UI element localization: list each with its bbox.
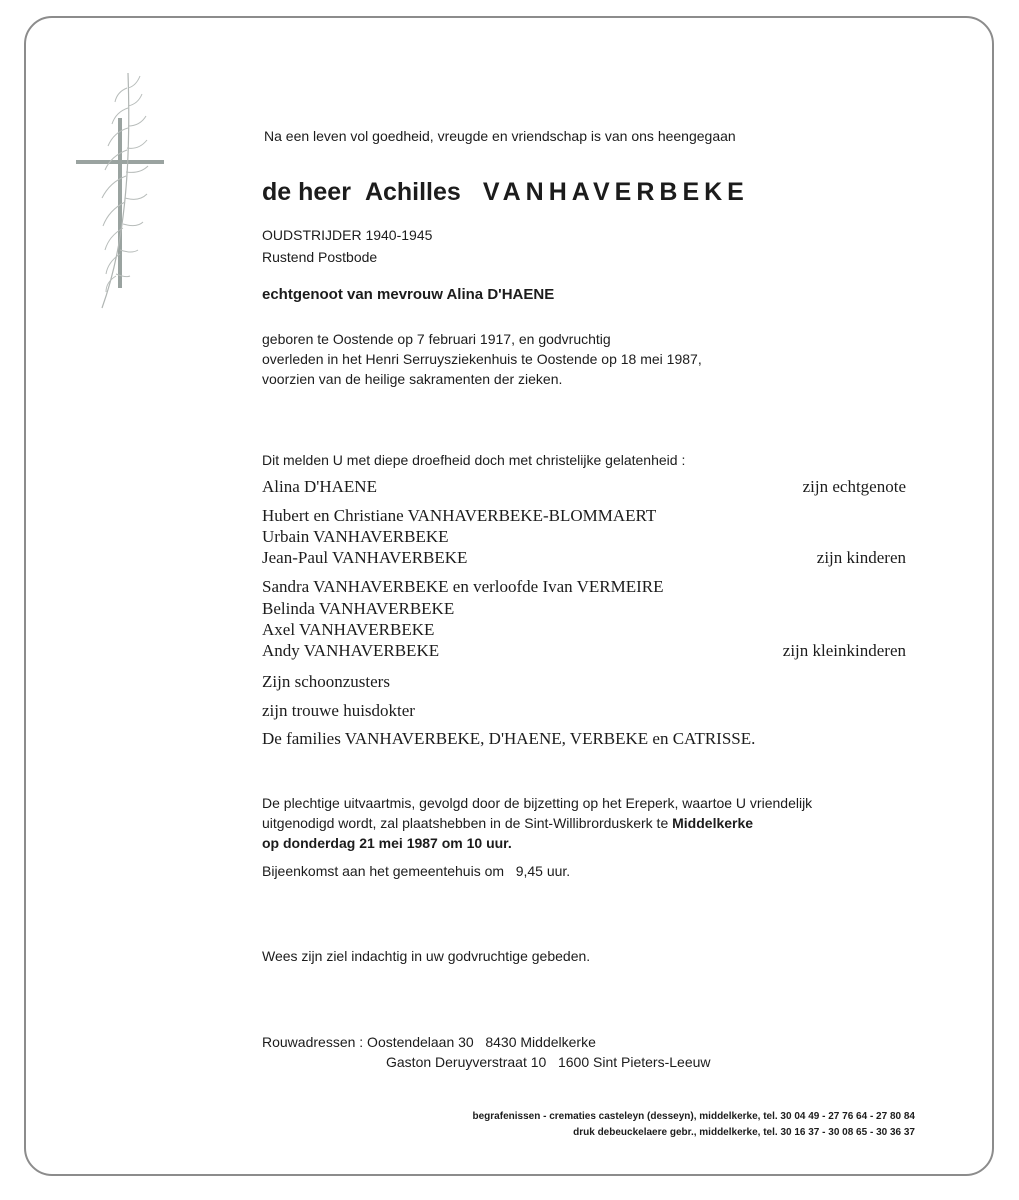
intro-text: Na een leven vol goedheid, vreugde en vriendschap is van ons heengegaan: [264, 128, 736, 144]
family-member: Urbain VANHAVERBEKE: [262, 527, 449, 546]
sacraments-line: voorzien van de heilige sakramenten der zieken.: [262, 371, 563, 387]
family-member: Belinda VANHAVERBEKE: [262, 599, 455, 618]
funeral-line-2: [262, 813, 812, 833]
family-member: De families VANHAVERBEKE, D'HAENE, VERBEKE en CATRISSE.: [262, 729, 756, 748]
veteran-title: OUDSTRIJDER 1940-1945: [262, 227, 433, 243]
name-prefix: de heer: [262, 178, 351, 206]
family-member: Hubert en Christiane VANHAVERBEKE-BLOMMAERT: [262, 506, 657, 525]
role-children: zijn kinderen: [816, 548, 906, 567]
funeral-line-1: De plechtige uitvaartmis, gevolgd door de bijzetting op het Ereperk, waartoe U vriendelijk: [262, 795, 813, 811]
family-member: Jean-Paul VANHAVERBEKE: [262, 548, 468, 567]
announcement: Dit melden U met diepe droefheid doch met christelijke gelatenheid :: [262, 452, 686, 468]
death-line: overleden in het Henri Serruysziekenhuis te Oostende op 18 mei 1987,: [262, 351, 702, 367]
family-member: zijn trouwe huisdokter: [262, 701, 415, 720]
family-member: Andy VANHAVERBEKE: [262, 641, 440, 660]
address-line-2: Gaston Deruyverstraat 10 1600 Sint Pieters-Leeuw: [386, 1054, 711, 1070]
prayer-request: Wees zijn ziel indachtig in uw godvruchtige gebeden.: [262, 948, 591, 964]
address-line-1: Rouwadressen : Oostendelaan 30 8430 Middelkerke: [262, 1034, 596, 1050]
birth-death-text: [262, 329, 702, 389]
family-member: Zijn schoonzusters: [262, 672, 390, 691]
funeral-home-credit: begrafenissen - crematies casteleyn (desseyn), middelkerke, tel. 30 04 49 - 27 76 64 - 27 80 84: [472, 1111, 915, 1122]
family-member: Sandra VANHAVERBEKE en verloofde Ivan VERMEIRE: [262, 577, 664, 596]
funeral-details: [262, 793, 812, 853]
funeral-date: op donderdag 21 mei 1987 om 10 uur.: [262, 835, 512, 851]
funeral-town: Middelkerke: [672, 815, 754, 831]
gathering-info: Bijeenkomst aan het gemeentehuis om 9,45 uur.: [262, 863, 571, 879]
printer-credit: druk debeuckelaere gebr., middelkerke, tel. 30 16 37 - 30 08 65 - 30 36 37: [573, 1127, 915, 1138]
occupation: Rustend Postbode: [262, 249, 378, 265]
first-name: Achilles: [364, 178, 461, 206]
birth-line: geboren te Oostende op 7 februari 1917, en godvruchtig: [262, 331, 611, 347]
cross-with-palm-branch-icon: [70, 68, 170, 313]
deceased-name: [262, 178, 749, 207]
role-spouse: zijn echtgenote: [802, 477, 906, 496]
surname: VANHAVERBEKE: [482, 178, 749, 206]
role-grandchildren: zijn kleinkinderen: [782, 641, 906, 660]
family-member: Alina D'HAENE: [262, 477, 377, 496]
funeral-location-text: uitgenodigd wordt, zal plaatshebben in de Sint-Willibrorduskerk te: [262, 815, 673, 831]
family-member: Axel VANHAVERBEKE: [262, 620, 435, 639]
spouse-line: echtgenoot van mevrouw Alina D'HAENE: [262, 286, 555, 303]
